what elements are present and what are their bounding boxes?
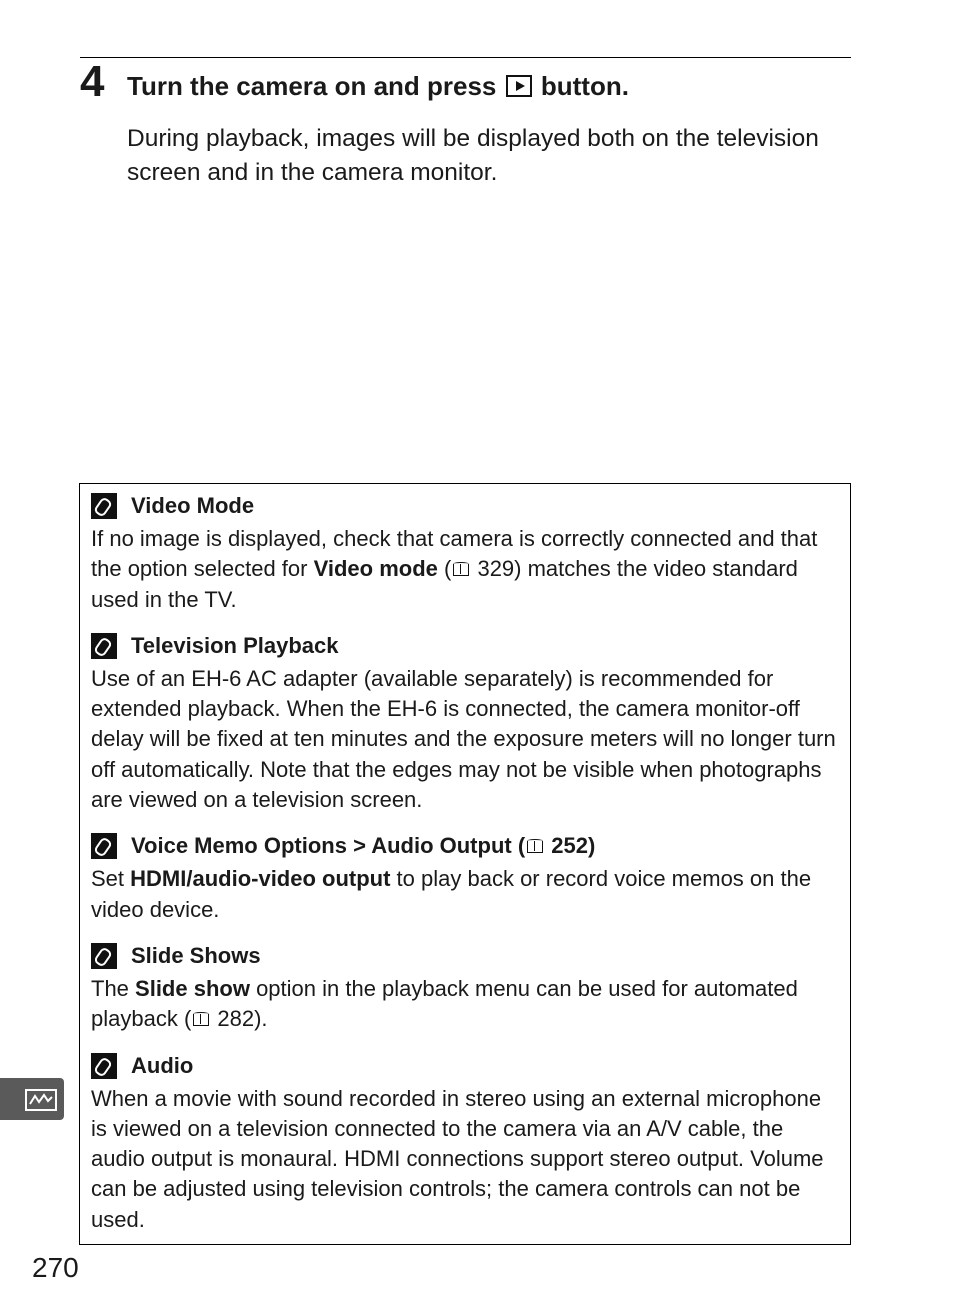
note-heading (91, 628, 838, 664)
note-heading (91, 1048, 838, 1084)
note-voice-memo-options (91, 828, 838, 925)
step-number: 4 (80, 57, 105, 106)
top-rule (80, 57, 851, 58)
note-text: Set HDMI/audio-video output to play back or record voice memos on the video device. (91, 866, 812, 922)
note-heading (91, 938, 838, 974)
pencil-note-icon (91, 493, 117, 519)
note-heading (91, 488, 838, 524)
section-tab (0, 1078, 64, 1120)
note-television-playback (91, 628, 838, 815)
notes-box (79, 483, 851, 1245)
pencil-note-icon (91, 1053, 117, 1079)
note-title: Audio (131, 1052, 194, 1078)
note-slide-shows (91, 938, 838, 1035)
note-text: The Slide show option in the playback menu can be used for automated playback ( 282). (91, 975, 798, 1032)
note-title: Voice Memo Options > Audio Output ( 252) (131, 833, 596, 859)
note-text: Use of an EH-6 AC adapter (available separately) is recommended for extended playback. When the EH-6 is connected, the camera monitor-off delay will be fixed at ten minutes and the exposure meters will no longer turn off automatically. Note that the edges may not be visible when photographs are viewed on a television screen. (91, 665, 836, 813)
pencil-note-icon (91, 943, 117, 969)
note-heading (91, 828, 838, 864)
menu-item-reference: HDMI/audio-video output (130, 866, 391, 892)
pencil-note-icon (91, 833, 117, 859)
note-title: Slide Shows (131, 942, 261, 968)
menu-item-reference: Video mode (313, 556, 438, 582)
step-title (127, 68, 629, 104)
menu-item-reference: Slide show (135, 975, 250, 1001)
pencil-note-icon (91, 633, 117, 659)
connections-section-icon (25, 1089, 57, 1111)
note-video-mode (91, 488, 838, 615)
book-reference-icon (453, 564, 469, 576)
note-audio (91, 1048, 838, 1235)
note-title: Video Mode (131, 493, 255, 518)
step-title-end: button. (540, 71, 629, 101)
note-text: If no image is displayed, check that camera is correctly connected and that the option selected for Video mode ( 329) matches the video standard used in the TV. (91, 526, 818, 612)
step-title-text: Turn the camera on and press (127, 71, 497, 101)
page-number: 270 (32, 1252, 79, 1283)
step-body: During playback, images will be displayed both on the television screen and in the camera monitor. (127, 125, 819, 186)
note-title: Television Playback (131, 632, 339, 658)
book-reference-icon (193, 1014, 209, 1026)
playback-button-icon (506, 75, 532, 97)
note-text: When a movie with sound recorded in stereo using an external microphone is viewed on a television connected to the camera via an A/V cable, the audio output is monaural. HDMI connections support stereo output. Volume can be adjusted using television controls; the camera controls can not be used. (91, 1085, 824, 1232)
book-reference-icon (527, 841, 543, 853)
